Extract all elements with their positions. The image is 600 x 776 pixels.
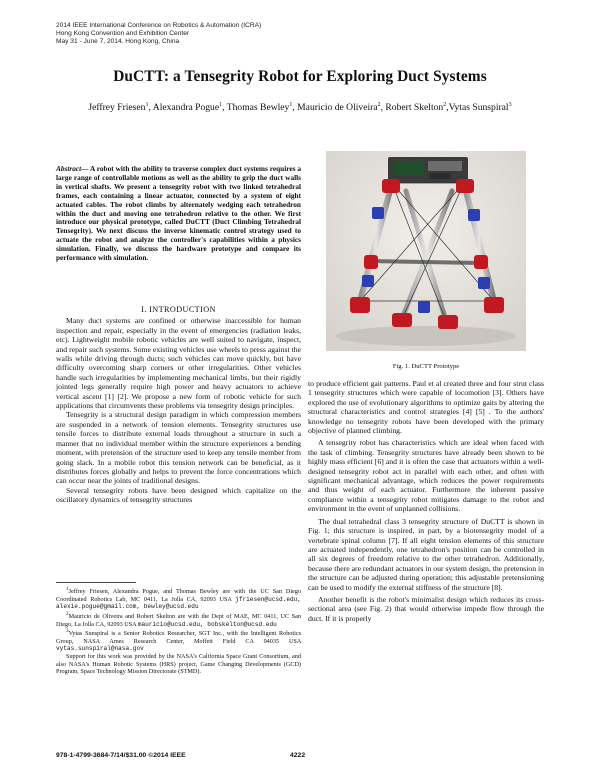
paper-title: DuCTT: a Tensegrity Robot for Exploring Duct Systems bbox=[113, 68, 487, 85]
author: Robert Skelton bbox=[385, 102, 444, 114]
body-paragraph: to produce efficient gait patterns. Paul et al created three and four strut class 1 tensegrity structures which were capable of locomotion [3]. Others have explored the use of evolutionary algorithms to optimize gaits by altering the structural characteristics and control strategies [4] [5] . To the authors' knowledge no tensegrity robots have been developed with the primary objective of planned climbing. bbox=[308, 379, 544, 436]
author-affiliation: 1 bbox=[219, 102, 223, 108]
conference-line-1: 2014 IEEE International Conference on Robotics & Automation (ICRA) bbox=[56, 22, 262, 29]
author-affiliation: 3 bbox=[508, 102, 512, 108]
body-paragraph: A tensegrity robot has characteristics which are ideal when faced with the task of climbing. Tensegrity structures have already been shown to be highly mass efficient [6] and it is often the case that actuators within a well-designed tensegrity robot act in parallel with each other, and often with significant mechanical advantage, which reduces the power requirements and thus weight of each actuator. Furthermore the inherent passive compliance within a tensegrity robot mitigates damage to the robot and environment in the event of unplanned collisions. bbox=[308, 438, 544, 514]
abstract-label: Abstract bbox=[56, 164, 82, 173]
intro-paragraph: Tensegrity is a structural design paradigm in which compression members are suspended in a network of tension elements. Tensegrity structures use tensile forces to distribute external loads throughout a structure in such a manner that no individual member within the structure experiences a bending moment, with pretension of the structure used to keep any tensile member from going slack. In a mobile robot this tension network can be beneficial, as it distributes forces globally and helps to prevent the force concentrations which can occur near the joints of traditional designs. bbox=[56, 410, 301, 486]
footnotes bbox=[56, 586, 301, 676]
footnote-emails: mauricio@ucsd.edu, bobskelton@ucsd.edu bbox=[137, 620, 277, 628]
support-note: Support for this work was provided by the NASA's California Space Grant Consortium, and also NASA's Human Robotic Systems (HRS) project, Game Changing Developments (GCD) Program, Space Technology Mission Directorate (STMD). bbox=[56, 652, 301, 676]
footnote-emails: vytas.sunspiral@nasa.gov bbox=[56, 645, 144, 653]
author: Vytas Sunspiral bbox=[448, 102, 509, 114]
section-title: I. INTRODUCTION bbox=[141, 305, 216, 314]
author-affiliation: 1 bbox=[145, 102, 149, 108]
author: Alexandra Pogue bbox=[152, 102, 220, 114]
author-affiliation: 2 bbox=[377, 102, 381, 108]
right-column-text bbox=[308, 379, 544, 623]
footnote: $^2$Mauricio de Oliveira and Robert Skelton are with the Dept of MAE, MC 0411, UC San Diego, La Jolla CA, 92093 USA mauricio@ucsd.edu, bobskelton@ucsd.edu bbox=[56, 610, 301, 628]
author: Mauricio de Oliveira bbox=[297, 102, 378, 114]
body-paragraph: The dual tetrahedral class 3 tensegrity structure of DuCTT is shown in Fig. 1; this structure is inspired, in part, by a biotensegrity model of a vertebrate spinal column [7]. If all eight tension elements of this structure are actuated independently, one tetrahedron's position can be controlled in all six degrees of freedom relative to the other tetrahedron. Additionally, because there are redundant actuators in our system design, the pretension in the structure can be adjusted during operation; this adjustable pretensioning can be used to modify the external stiffness of the structure [8]. bbox=[308, 516, 544, 592]
intro-paragraph: Many duct systems are confined or otherwise inaccessible for human inspection and repair, especially in the event of emergencies (radiation leaks, etc). Lightweight mobile robotic vehicles are well suited to navigate, inspect, and repair such systems. Some existing vehicles use wheels to press against the walls while driving through ducts; such vehicles can move quickly, but have difficulty overcoming sharp corners or other irregularities. Other vehicles handle such irregularities by implementing mechanical limbs, but their rigidly jointed legs generally require high power and heavy actuators to achieve vertical ascent [1] [2]. We propose a new form of robotic vehicle for such applications that circumvents these problems via tensegrity design principles. bbox=[56, 316, 301, 411]
conference-header bbox=[56, 22, 261, 47]
footer-isbn: 978-1-4799-3684-7/14/$31.00 ©2014 IEEE bbox=[56, 752, 186, 759]
abstract bbox=[56, 165, 301, 263]
author-list: Jeffrey Friesen$^1$, Alexandra Pogue$^1$, Thomas Bewley$^1$, Mauricio de Oliveira$^2$, Robert Skelton$^2$,Vytas Sunspiral$^3$ bbox=[88, 102, 512, 114]
introduction-section bbox=[56, 305, 301, 505]
footnote: $^1$Jeffrey Friesen, Alexandra Pogue, and Thomas Bewley are with the UC San Diego Coordinated Robotics Lab, MC 0411, La Jolla CA, 92093 USA jfriesen@ucsd.edu, alexie.pogue@gmail.com, bewley@ucsd.edu bbox=[56, 586, 301, 611]
author-affiliation: 2 bbox=[443, 102, 447, 108]
figure-caption: Fig. 1. DuCTT Prototype bbox=[392, 363, 460, 370]
author-affiliation: 1 bbox=[289, 102, 293, 108]
abstract-text: — A robot with the ability to traverse complex duct systems requires a large range of controllable motions as well as the ability to grip the duct walls in vertical shafts. We present a tensegrity robot with two linked tetrahedral frames, each containing a linear actuator, connected by a system of eight actuated cables. The robot climbs by alternately wedging each tetrahedron within the duct and moving one tetrahedron relative to the other. We first introduce our physical prototype, called DuCTT (Duct Climbing Tetrahedral Tensegrity). We next discuss the inverse kinematic control strategy used to actuate the robot and analyze the controller's capabilities within a physics simulation. Finally, we discuss the hardware prototype and compare its performance with simulation. bbox=[56, 164, 301, 263]
page-number: 4222 bbox=[290, 752, 306, 759]
author: Thomas Bewley bbox=[226, 102, 290, 114]
conference-line-2: Hong Kong Convention and Exhibition Center bbox=[56, 30, 190, 38]
author: Jeffrey Friesen bbox=[88, 102, 146, 114]
footnote-emails: jfriesen@ucsd.edu, alexie.pogue@gmail.com, bewley@ucsd.edu bbox=[56, 595, 301, 611]
footnote: $^3$Vytas Sunspiral is a Senior Robotics Researcher, SGT Inc., with the Intelligent Robotics Group, NASA Ames Research Center, Moffett Field CA 94035 USA vytas.sunspiral@nasa.gov bbox=[56, 628, 301, 653]
footnote-rule bbox=[56, 582, 136, 583]
robot-figure bbox=[326, 151, 526, 351]
intro-paragraph: Several tensegrity robots have been designed which capitalize on the oscillatory dynamics of tensegrity structures bbox=[56, 485, 301, 505]
conference-line-3: May 31 - June 7, 2014. Hong Kong, China bbox=[56, 38, 180, 46]
body-paragraph: Another benefit is the robot's minimalist design which reduces its cross-sectional area (see Fig. 2) that would otherwise impede flow through the duct. If it is properly bbox=[308, 594, 544, 623]
ductt-prototype-photo bbox=[326, 151, 526, 351]
